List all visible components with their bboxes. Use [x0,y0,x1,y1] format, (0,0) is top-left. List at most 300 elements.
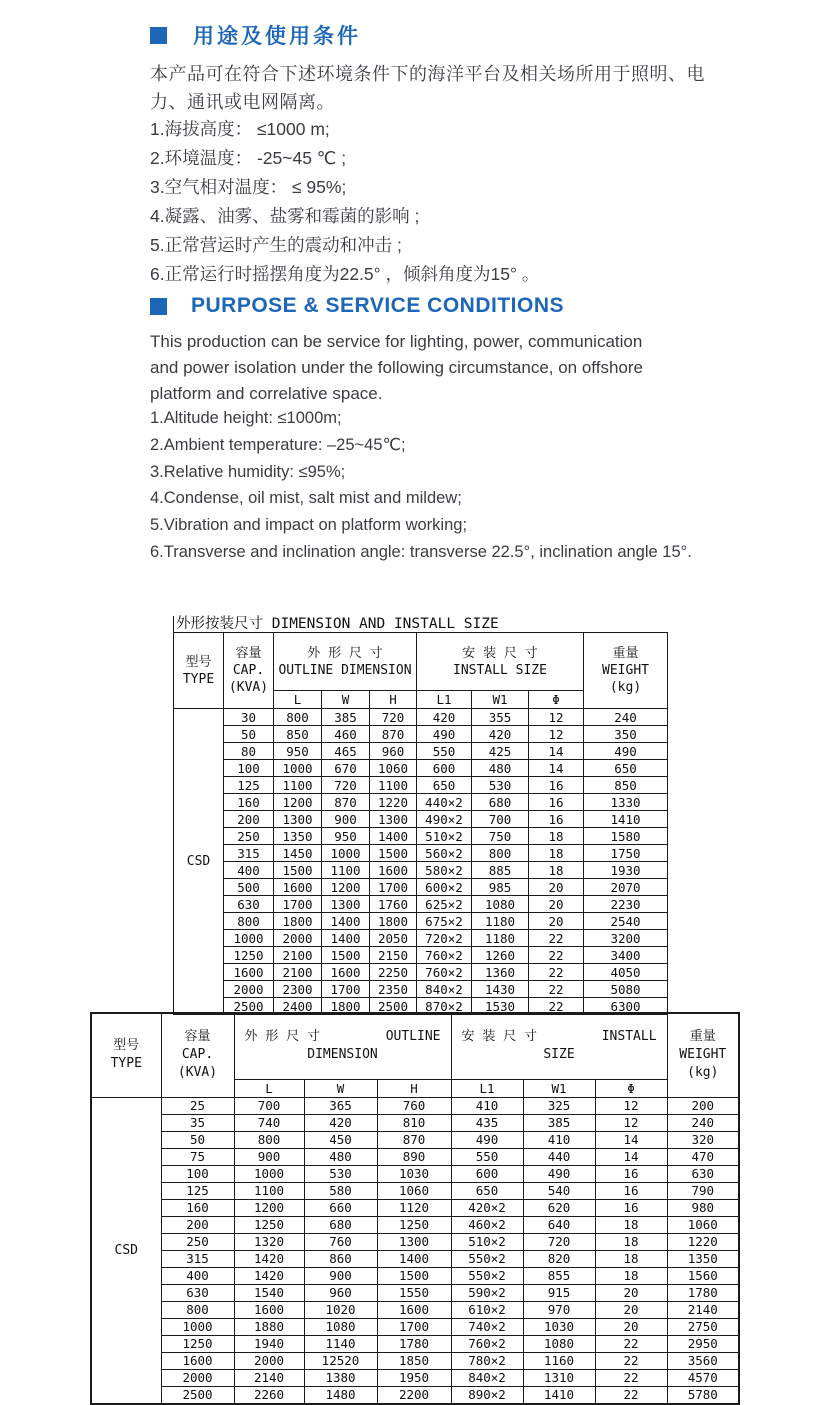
table-cell: 3200 [584,930,668,947]
list-item: 2.环境温度： -25~45 ℃ ; [150,148,347,168]
table-cell: 2000 [274,930,322,947]
table-cell: 435 [451,1114,523,1131]
table-cell: 1200 [234,1199,304,1216]
table-cell: 2100 [274,964,322,981]
table-cell: 14 [529,743,584,760]
list-item: 1.海拔高度： ≤1000 m; [150,119,330,139]
table-cell: 420×2 [451,1199,523,1216]
table-cell: 2250 [370,964,417,981]
table-cell: 16 [529,811,584,828]
table-cell: 18 [529,862,584,879]
condition-list-cn [150,115,539,289]
table-row [91,1148,739,1165]
list-item: 4.凝露、油雾、盐雾和霉菌的影响 ; [150,206,420,226]
table-cell: 760×2 [417,947,472,964]
table-cell: 790 [667,1182,739,1199]
table-cell: 650 [584,760,668,777]
table-cell: 2000 [161,1369,234,1386]
header-label: 外 形 尺 寸 [244,1029,320,1045]
table-cell: 810 [377,1114,451,1131]
header-label: DIMENSION [307,1047,378,1063]
table-cell: 1220 [370,794,417,811]
table-cell: 350 [584,726,668,743]
table-cell: 1080 [472,896,529,913]
table-cell: 1420 [234,1267,304,1284]
table-cell: 1100 [370,777,417,794]
table-cell: 200 [161,1216,234,1233]
table-cell: 1100 [274,777,322,794]
table-cell: 1880 [234,1318,304,1335]
table-cell: 625×2 [417,896,472,913]
table-cell: 2000 [224,981,274,998]
table-cell: 6300 [584,998,668,1015]
table-cell: 2500 [161,1386,234,1404]
dimension-table-1-block [173,616,668,1015]
table-cell: 250 [161,1233,234,1250]
table-cell: 490×2 [417,811,472,828]
table-cell: 1250 [224,947,274,964]
table-cell: 1800 [370,913,417,930]
table-cell: 160 [161,1199,234,1216]
table-cell: 2300 [274,981,322,998]
header-label: CAP. [232,663,265,678]
dimension-table-2 [90,1012,740,1405]
table-row [174,811,668,828]
table-cell: 1450 [274,845,322,862]
table-cell: 720×2 [417,930,472,947]
table-cell: 1780 [377,1335,451,1352]
table1-title: 外形按装尺寸 DIMENSION AND INSTALL SIZE [173,616,668,632]
table-cell: 670 [322,760,370,777]
table-cell: 100 [224,760,274,777]
table-cell: 640 [523,1216,595,1233]
header-label: CAP. [181,1047,214,1063]
table-cell: 20 [595,1318,667,1335]
table-cell: 800 [234,1131,304,1148]
table-cell: 1780 [667,1284,739,1301]
table-cell: 1260 [472,947,529,964]
table-cell: 425 [472,743,529,760]
section-heading-en [150,294,564,318]
table-cell: 2140 [667,1301,739,1318]
list-item: 5.Vibration and impact on platform working; [150,516,468,535]
table-cell: 960 [304,1284,377,1301]
table-cell: 890×2 [451,1386,523,1404]
table-cell: 1950 [377,1369,451,1386]
table-cell: 1700 [370,879,417,896]
header-label: 重量 [689,1029,716,1045]
table-cell: 480 [304,1148,377,1165]
table-cell: 2540 [584,913,668,930]
col-header-L: L [234,1079,304,1097]
table-cell: 1180 [472,913,529,930]
table-cell: 800 [224,913,274,930]
table-cell: 970 [523,1301,595,1318]
table-cell: 760 [377,1097,451,1114]
table-cell: 1750 [584,845,668,862]
table-cell: 1600 [377,1301,451,1318]
table-cell: 470 [667,1148,739,1165]
table-cell: 30 [224,709,274,726]
table-cell: 870×2 [417,998,472,1015]
table-cell: 1410 [584,811,668,828]
table-cell: 760×2 [417,964,472,981]
table-cell: 1300 [370,811,417,828]
col-header-phi: Φ [595,1079,667,1097]
table-cell: 1250 [377,1216,451,1233]
table-cell: 22 [595,1386,667,1404]
type-cell: CSD [91,1097,161,1404]
table-cell: 1430 [472,981,529,998]
header-label: 安 装 尺 寸 [461,1029,537,1045]
table-row [174,964,668,981]
header-label: 重量 [612,646,639,661]
table-cell: 800 [161,1301,234,1318]
table-row [91,1386,739,1404]
table-cell: 720 [370,709,417,726]
table-cell: 1500 [377,1267,451,1284]
table-cell: 600 [417,760,472,777]
table-cell: 3560 [667,1352,739,1369]
table-header-row [91,1013,739,1079]
table-cell: 610×2 [451,1301,523,1318]
table-cell: 2150 [370,947,417,964]
table-cell: 510×2 [451,1233,523,1250]
table-cell: 1400 [377,1250,451,1267]
table-cell: 580×2 [417,862,472,879]
table-cell: 840×2 [451,1369,523,1386]
table-cell: 550 [451,1148,523,1165]
table-cell: 1060 [667,1216,739,1233]
table-cell: 1850 [377,1352,451,1369]
table-cell: 1930 [584,862,668,879]
table-row [174,879,668,896]
table-cell: 20 [595,1284,667,1301]
table-cell: 600 [451,1165,523,1182]
table-row [91,1216,739,1233]
col-header-W: W [322,691,370,709]
table-cell: 25 [161,1097,234,1114]
table-cell: 550×2 [451,1250,523,1267]
table-cell: 20 [529,879,584,896]
table1-body [174,709,668,1015]
table-cell: 780×2 [451,1352,523,1369]
table-cell: 14 [595,1131,667,1148]
table-cell: 80 [224,743,274,760]
header-label: WEIGHT [679,1047,727,1063]
table-row [91,1335,739,1352]
table-cell: 22 [595,1352,667,1369]
table-cell: 12 [595,1097,667,1114]
section-title-en: PURPOSE & SERVICE CONDITIONS [191,294,565,317]
table-cell: 490 [417,726,472,743]
table-cell: 1800 [274,913,322,930]
table-row [174,862,668,879]
table-cell: 675×2 [417,913,472,930]
table-cell: 12520 [304,1352,377,1369]
table-cell: 16 [595,1165,667,1182]
table-cell: 1000 [224,930,274,947]
table-cell: 2350 [370,981,417,998]
col-header-install [417,633,584,691]
header-line [452,1028,667,1046]
table-cell: 18 [595,1233,667,1250]
table-cell: 1250 [234,1216,304,1233]
table-cell: 240 [584,709,668,726]
table-cell: 1600 [274,879,322,896]
col-header-L: L [274,691,322,709]
table-cell: 630 [161,1284,234,1301]
table-cell: 465 [322,743,370,760]
table-cell: 1200 [274,794,322,811]
header-label: 型号 [113,1038,140,1054]
table-cell: 1700 [377,1318,451,1335]
table-cell: 1560 [667,1267,739,1284]
table-cell: 720 [523,1233,595,1250]
header-label: INSTALL SIZE [453,662,547,678]
table-cell: 490 [523,1165,595,1182]
table-cell: 1200 [322,879,370,896]
table-cell: 550×2 [451,1267,523,1284]
table-cell: 50 [224,726,274,743]
table-cell: 1600 [224,964,274,981]
table-cell: 2230 [584,896,668,913]
section-title-cn: 用途及使用条件 [193,25,361,48]
table-row [91,1318,739,1335]
table-cell: 2100 [274,947,322,964]
table-cell: 750 [472,828,529,845]
table-cell: 1000 [234,1165,304,1182]
col-header-outline [274,633,417,691]
table-cell: 650 [417,777,472,794]
table-cell: 22 [529,930,584,947]
table-cell: 410 [451,1097,523,1114]
table-row [174,794,668,811]
table-cell: 800 [472,845,529,862]
table-cell: 590×2 [451,1284,523,1301]
table-cell: 740×2 [451,1318,523,1335]
header-label: 型号 [185,654,212,670]
header-label: OUTLINE [385,1029,441,1045]
table-cell: 550 [417,743,472,760]
table-cell: 2050 [370,930,417,947]
table-cell: 16 [595,1182,667,1199]
table-cell: 890 [377,1148,451,1165]
table-cell: 1350 [274,828,322,845]
table-cell: 355 [472,709,529,726]
list-item: 6.Transverse and inclination angle: transverse 22.5°, inclination angle 15°. [150,542,692,561]
col-header-weight [667,1013,739,1097]
table-cell: 660 [304,1199,377,1216]
table-cell: 1310 [523,1369,595,1386]
table-cell: 315 [224,845,274,862]
table-cell: 1300 [377,1233,451,1250]
table-cell: 1000 [161,1318,234,1335]
table-cell: 1300 [274,811,322,828]
table-cell: 1400 [322,930,370,947]
table-cell: 1580 [584,828,668,845]
table-cell: 1020 [304,1301,377,1318]
header-label: SIZE [543,1047,575,1063]
table-cell: 1030 [377,1165,451,1182]
table-cell: 420 [304,1114,377,1131]
table-cell: 700 [234,1097,304,1114]
table-cell: 460 [322,726,370,743]
table-cell: 1330 [584,794,668,811]
table-cell: 22 [595,1369,667,1386]
table-cell: 14 [529,760,584,777]
table-cell: 18 [529,845,584,862]
col-header-W1: W1 [523,1079,595,1097]
table-cell: 560×2 [417,845,472,862]
table-cell: 530 [304,1165,377,1182]
table-header-row [174,633,668,691]
table-cell: 460×2 [451,1216,523,1233]
table-cell: 35 [161,1114,234,1131]
table-cell: 840×2 [417,981,472,998]
header-label: WEIGHT [602,663,649,678]
col-header-H: H [377,1079,451,1097]
table-cell: 1120 [377,1199,451,1216]
header-label: 安 装 尺 寸 [462,645,538,661]
table-cell: 320 [667,1131,739,1148]
table-cell: 1320 [234,1233,304,1250]
col-header-capacity [161,1013,234,1097]
table-cell: 1480 [304,1386,377,1404]
table-cell: 1760 [370,896,417,913]
header-label: (kg) [609,680,642,695]
table-row [174,913,668,930]
table-cell: 420 [472,726,529,743]
table-cell: 490 [451,1131,523,1148]
table-cell: 740 [234,1114,304,1131]
table-cell: 1100 [234,1182,304,1199]
table-cell: 440 [523,1148,595,1165]
table-cell: 125 [224,777,274,794]
table-cell: 12 [529,726,584,743]
table-cell: 100 [161,1165,234,1182]
table-row [174,743,668,760]
table-cell: 160 [224,794,274,811]
table-cell: 1030 [523,1318,595,1335]
table-cell: 1080 [304,1318,377,1335]
table-cell: 75 [161,1148,234,1165]
col-header-W: W [304,1079,377,1097]
table-cell: 900 [304,1267,377,1284]
table-cell: 2500 [370,998,417,1015]
header-label: OUTLINE DIMENSION [278,662,412,678]
table-cell: 1500 [274,862,322,879]
table-cell: 5080 [584,981,668,998]
table-cell: 22 [529,981,584,998]
table-cell: 22 [529,947,584,964]
table-cell: 1300 [322,896,370,913]
table-cell: 250 [224,828,274,845]
table-cell: 650 [451,1182,523,1199]
table-cell: 410 [523,1131,595,1148]
table-cell: 16 [529,794,584,811]
table-cell: 1700 [274,896,322,913]
table-cell: 4050 [584,964,668,981]
dimension-table-1 [173,632,668,1015]
table-cell: 1060 [370,760,417,777]
table-cell: 680 [472,794,529,811]
table-cell: 14 [595,1148,667,1165]
table-cell: 1600 [234,1301,304,1318]
col-header-type [174,633,224,709]
table-cell: 900 [322,811,370,828]
table-cell: 1080 [523,1335,595,1352]
header-label: 容量 [235,646,262,661]
table-cell: 18 [595,1216,667,1233]
table-cell: 915 [523,1284,595,1301]
list-item: 3.Relative humidity: ≤95%; [150,462,346,481]
table-cell: 540 [523,1182,595,1199]
table-cell: 950 [274,743,322,760]
header-label: INSTALL [601,1029,657,1045]
table-cell: 820 [523,1250,595,1267]
col-header-L1: L1 [417,691,472,709]
table-row [91,1267,739,1284]
table-cell: 325 [523,1097,595,1114]
table-cell: 1700 [322,981,370,998]
table-cell: 22 [529,998,584,1015]
table-cell: 22 [529,964,584,981]
table-cell: 365 [304,1097,377,1114]
header-label: (KVA) [228,680,269,695]
table-cell: 125 [161,1182,234,1199]
table-row [91,1233,739,1250]
header-label: TYPE [182,671,215,687]
table-cell: 12 [595,1114,667,1131]
table-cell: 2200 [377,1386,451,1404]
table-cell: 960 [370,743,417,760]
table-row [174,777,668,794]
table-cell: 20 [529,913,584,930]
table-cell: 2260 [234,1386,304,1404]
table-cell: 5780 [667,1386,739,1404]
table-row [174,726,668,743]
table-cell: 1600 [322,964,370,981]
table-row [91,1199,739,1216]
list-item: 2.Ambient temperature: –25~45℃; [150,435,406,454]
table-cell: 1060 [377,1182,451,1199]
type-cell: CSD [174,709,224,1015]
table-row [91,1114,739,1131]
col-header-install [451,1013,667,1079]
table-cell: 1530 [472,998,529,1015]
table-cell: 850 [584,777,668,794]
table-cell: 4570 [667,1369,739,1386]
list-item: 1.Altitude height: ≤1000m; [150,409,342,427]
table-cell: 2950 [667,1335,739,1352]
table-cell: 3400 [584,947,668,964]
table-row [91,1369,739,1386]
table-row [91,1165,739,1182]
table-row [174,947,668,964]
table-row [91,1097,739,1114]
table-cell: 1140 [304,1335,377,1352]
list-item: 4.Condense, oil mist, salt mist and mildew; [150,489,462,508]
table-cell: 480 [472,760,529,777]
table-cell: 400 [224,862,274,879]
table-cell: 1800 [322,998,370,1015]
table-cell: 850 [274,726,322,743]
table-row [91,1131,739,1148]
table-cell: 760 [304,1233,377,1250]
table-cell: 1250 [161,1335,234,1352]
table-cell: 980 [667,1199,739,1216]
